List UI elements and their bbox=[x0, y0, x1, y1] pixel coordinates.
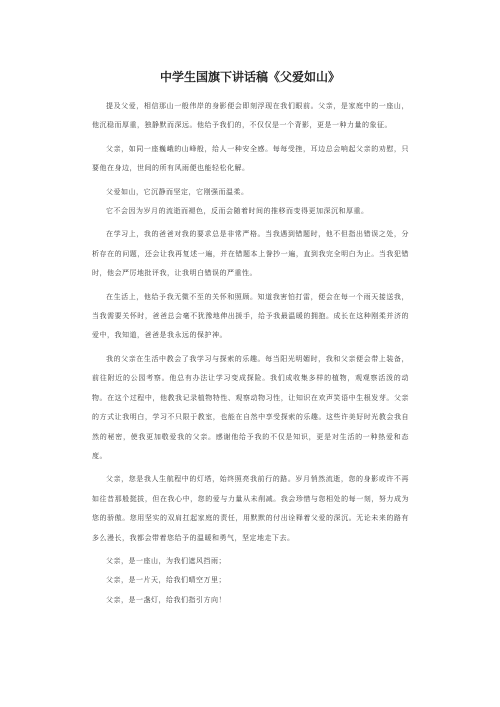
paragraph-5: 在学习上，我的爸爸对我的要求总是非常严格。当我遇到错题时，他不但指出错误之处，分析存在的问题，还会让我再复述一遍，并在错题本上誊抄一遍，直到我完全明白为止。当我犯错时，他会严厉地批评我，让我明白错误的严重性。 bbox=[92, 230, 409, 278]
paragraph-4: 它不会因为岁月的流逝而褪色，反而会随着时间的推移而变得更加深沉和厚重。 bbox=[106, 207, 369, 216]
paragraph-1: 提及父爱，相信那山一般伟岸的身影便会即刻浮现在我们眼前。父亲，是家庭中的一座山，他沉稳而厚重，独静默而深远。他给予我们的，不仅仅是一个背影，更是一种力量的象征。 bbox=[92, 102, 409, 130]
closing-line-3: 父亲，是一盏灯，给我们指引方向！ bbox=[106, 595, 226, 604]
page-title: 中学生国旗下讲话稿《父爱如山》 bbox=[159, 70, 340, 84]
paragraph-3: 父爱如山，它沉静而坚定，它刚强而温柔。 bbox=[106, 187, 249, 196]
paragraph-8: 父亲，您是我人生航程中的灯塔，始终照亮我前行的路。岁月悄然流逝，您的身影或许不再如往昔那般挺拔，但在我心中，您的爱与力量从未削减。我会珍惜与您相处的每一刻，努力成为您的骄傲。您用坚实的双肩扛起家庭的责任，用默默的付出诠释着父爱的深沉。无论未来的路有多么漫长，我都会带着您给予的温暖和勇气，坚定地走下去。 bbox=[92, 475, 409, 542]
paragraph-7: 我的父亲在生活中教会了我学习与探索的乐趣。每当阳光明媚时，我和父亲便会带上装备，前往附近的公园考察。他总有办法让学习变成探险。我们成收集多样的植物，观观察活泼的动物。在这个过程中，他教我记录植物特性、观察动物习性，让知识在欢声笑语中生根发芽。父亲的方式让我明白，学习不只限于教室，也能在自然中享受探索的乐趣。这些许美好时光教会我自然的秘密，使我更加敬爱我的父亲。感谢他给予我的不仅是知识，更是对生活的一种热爱和态度。 bbox=[92, 354, 409, 460]
paragraph-6: 在生活上，他给予我无微不至的关怀和照顾。知道我害怕打雷，便会在每一个雨天接送我，当我需要关怀时，爸爸总会毫不犹豫地伸出援手，给予我最温暖的拥抱。成长在这种刚柔并济的爱中，我知道，爸爸是我永远的保护神。 bbox=[92, 292, 409, 340]
closing-line-2: 父亲，是一片天，给我们晴空万里； bbox=[106, 576, 226, 585]
paragraph-2: 父亲，如同一座巍峨的山峰般，给人一种安全感。每每受挫，耳边总会响起父亲的劝慰，只要他在身边，世间的所有风雨便也能轻松化解。 bbox=[92, 144, 409, 173]
closing-line-1: 父亲，是一座山，为我们遮风挡雨； bbox=[106, 556, 226, 565]
document-body bbox=[92, 97, 409, 610]
